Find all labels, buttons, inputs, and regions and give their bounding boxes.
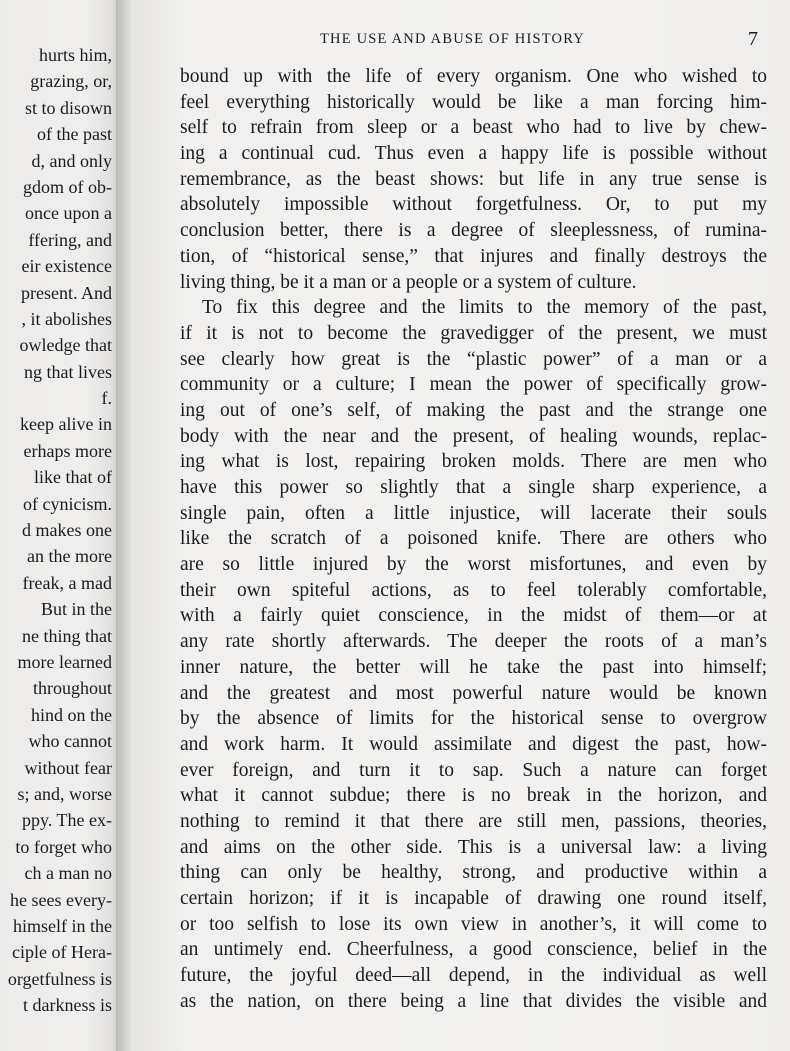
- left-page-line: keep alive in: [20, 414, 112, 435]
- text-line: single pain, often a little injustice, will lacerate their souls: [180, 502, 767, 524]
- left-page-line: like that of: [34, 467, 112, 488]
- text-line: thing can only be healthy, strong, and productive within a: [180, 862, 767, 884]
- text-line: ing a continual cud. Thus even a happy life is possible without: [180, 143, 767, 165]
- text-line: by the absence of limits for the historical sense to overgrow: [180, 708, 767, 730]
- left-page-line: to forget who: [15, 836, 112, 857]
- left-page-line: st to disown: [24, 97, 112, 118]
- body-text: [180, 64, 767, 1014]
- left-page-line: without fear: [24, 757, 112, 778]
- text-line: with a fairly quiet conscience, in the midst of them—or at: [180, 605, 767, 627]
- text-line: any rate shortly afterwards. The deeper the roots of a man’s: [180, 631, 767, 653]
- text-line: feel everything historically would be like a man forcing him-: [180, 91, 767, 113]
- text-line: an untimely end. Cheerfulness, a good conscience, belief in the: [180, 939, 767, 961]
- text-line: community or a culture; I mean the power of specifically grow-: [180, 374, 767, 396]
- text-line: conclusion better, there is a degree of sleeplessness, of rumina-: [180, 220, 767, 242]
- text-line: body with the near and the present, of healing wounds, replac-: [180, 425, 767, 447]
- left-page-line: s; and, worse: [17, 783, 112, 804]
- left-page-line: d makes one: [22, 520, 112, 541]
- text-line: like the scratch of a poisoned knife. There are others who: [180, 528, 767, 550]
- text-line: are so little injured by the worst misfortunes, and even by: [180, 554, 767, 576]
- left-page-line: ch a man no: [24, 863, 112, 884]
- left-page: [0, 0, 120, 1051]
- text-line: nothing to remind it that there are still men, passions, theories,: [180, 810, 767, 832]
- text-line: and work harm. It would assimilate and digest the past, how-: [180, 733, 767, 755]
- text-line: their own spiteful actions, as to feel tolerably comfortable,: [180, 579, 767, 601]
- text-line: and aims on the other side. This is a universal law: a living: [180, 836, 767, 858]
- page-number: 7: [748, 28, 758, 50]
- left-page-line: ciple of Hera-: [12, 942, 112, 963]
- left-page-line: owledge that: [19, 335, 112, 356]
- left-page-line: more learned: [17, 651, 112, 672]
- left-page-line: present. And: [21, 282, 112, 303]
- left-page-line: f.: [101, 388, 112, 409]
- left-page-line: he sees every-: [10, 889, 112, 910]
- left-page-line: of the past: [37, 124, 112, 145]
- text-line: as the nation, on there being a line that divides the visible and: [180, 990, 767, 1012]
- left-page-line: hind on the: [31, 704, 112, 725]
- text-line: future, the joyful deed—all depend, in the individual as well: [180, 965, 767, 987]
- left-page-line: t darkness is: [23, 995, 112, 1016]
- text-line: living thing, be it a man or a people or a system of culture.: [180, 271, 637, 293]
- left-page-line: ppy. The ex-: [22, 810, 112, 831]
- left-page-text: [0, 42, 112, 1018]
- text-line: see clearly how great is the “plastic power” of a man or a: [180, 348, 767, 370]
- text-line: inner nature, the better will he take the past into himself;: [180, 656, 767, 678]
- left-page-line: himself in the: [13, 915, 112, 936]
- text-line: and the greatest and most powerful nature would be known: [180, 682, 767, 704]
- left-page-line: who cannot: [28, 731, 112, 752]
- left-page-line: throughout: [33, 678, 112, 699]
- text-line: ing out of one’s self, of making the past and the strange one: [180, 399, 767, 421]
- text-line: absolutely impossible without forgetfulness. Or, to put my: [180, 194, 767, 216]
- left-page-line: grazing, or,: [30, 71, 112, 92]
- running-head: THE USE AND ABUSE OF HISTORY: [320, 31, 585, 47]
- left-page-line: freak, a mad: [22, 572, 112, 593]
- text-line: or too selfish to lose its own view in another’s, it will come to: [180, 913, 767, 935]
- left-page-line: , it abolishes: [21, 308, 112, 329]
- text-line: if it is not to become the gravedigger of the present, we must: [180, 322, 767, 344]
- left-page-line: once upon a: [25, 203, 112, 224]
- text-line: remembrance, as the beast shows: but life in any true sense is: [180, 168, 767, 190]
- text-line: have this power so slightly that a single sharp experience, a: [180, 477, 767, 498]
- left-page-line: erhaps more: [23, 440, 112, 461]
- text-line: what it cannot subdue; there is no break in the horizon, and: [180, 785, 767, 807]
- text-line: self to refrain from sleep or a beast who had to live by chew-: [180, 117, 767, 139]
- text-line: tion, of “historical sense,” that injures and finally destroys the: [180, 245, 767, 267]
- left-page-line: eir existence: [21, 256, 112, 277]
- left-page-line: an the more: [27, 546, 112, 567]
- left-page-line: ne thing that: [22, 625, 112, 646]
- left-page-line: gdom of ob-: [23, 176, 112, 197]
- left-page-line: hurts him,: [38, 45, 112, 65]
- left-page-line: ng that lives: [24, 361, 112, 382]
- text-line: bound up with the life of every organism. One who wished to: [180, 66, 767, 87]
- left-page-line: d, and only: [31, 150, 112, 171]
- left-page-line: orgetfulness is: [7, 968, 112, 989]
- text-line: certain horizon; if it is incapable of drawing one round itself,: [180, 888, 767, 909]
- left-page-line: ffering, and: [28, 229, 112, 250]
- left-page-line: But in the: [41, 599, 112, 620]
- left-page-line: of cynicism.: [23, 493, 112, 514]
- text-line: ing what is lost, repairing broken molds. There are men who: [180, 451, 767, 473]
- text-line: To fix this degree and the limits to the memory of the past,: [202, 297, 767, 319]
- text-line: ever foreign, and turn it to sap. Such a nature can forget: [180, 759, 767, 781]
